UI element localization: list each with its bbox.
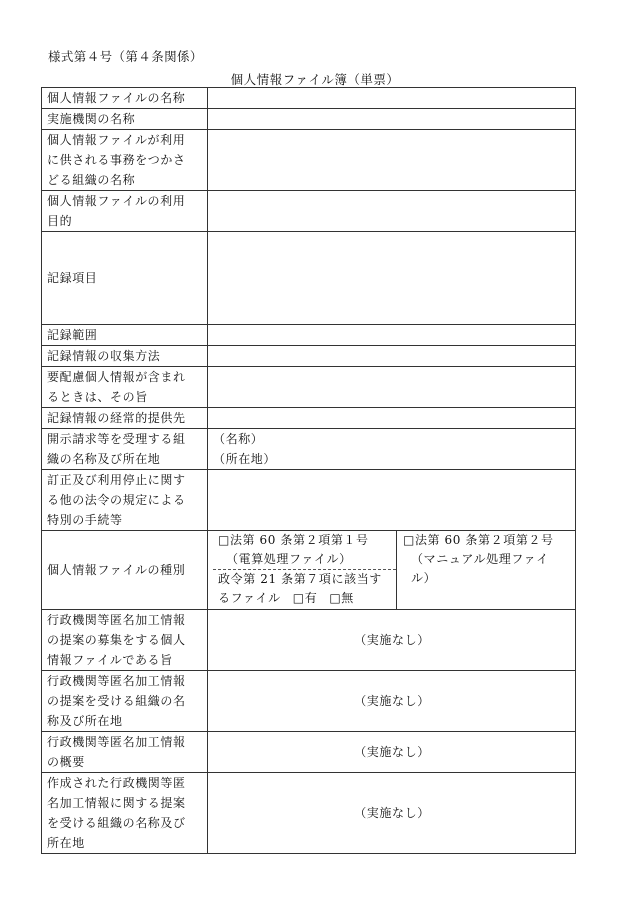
ordinance-label: 政令第 21 条第７項に該当す xyxy=(218,572,382,586)
row-special-procedures xyxy=(42,470,576,531)
label-file-type: 個人情報ファイルの種別 xyxy=(42,531,208,610)
row-anon-proposal xyxy=(42,610,576,671)
label-file-name: 個人情報ファイルの名称 xyxy=(42,88,208,109)
disclosure-name-field[interactable]: （名称） xyxy=(213,432,264,446)
row-anon-summary xyxy=(42,732,576,773)
label-managing-org: 個人情報ファイルが利用 に供される事務をつかさ どる組織の名称 xyxy=(42,130,208,191)
file-ledger-table xyxy=(41,87,576,854)
file-type-manual xyxy=(397,531,571,609)
row-file-type xyxy=(42,531,576,610)
row-regular-recipients xyxy=(42,408,576,429)
label-record-items: 記録項目 xyxy=(42,232,208,325)
disclosure-address-field[interactable]: （所在地） xyxy=(213,452,277,466)
label-regular-recipients: 記録情報の経常的提供先 xyxy=(42,408,208,429)
ordinance-yes-checkbox[interactable]: □有 xyxy=(292,591,318,605)
document-title: 個人情報ファイル簿（単票） xyxy=(230,72,400,87)
ordinance-label-cont: るファイル xyxy=(218,591,281,605)
label-created-anon: 作成された行政機関等匿 名加工情報に関する提案 を受ける組織の名称及び 所在地 xyxy=(42,773,208,854)
value-record-scope[interactable] xyxy=(208,325,576,346)
row-record-items xyxy=(42,232,576,325)
value-special-procedures[interactable] xyxy=(208,470,576,531)
file-type-grid xyxy=(213,531,571,609)
file-type-manual-label: （マニュアル処理ファイル） xyxy=(411,552,549,585)
label-anon-proposal: 行政機関等匿名加工情報 の提案の募集をする個人 情報ファイルである旨 xyxy=(42,610,208,671)
row-sensitive-info xyxy=(42,367,576,408)
row-disclosure-org xyxy=(42,429,576,470)
form-number: 様式第４号（第４条関係） xyxy=(48,49,203,64)
value-sensitive-info[interactable] xyxy=(208,367,576,408)
value-anon-summary: （実施なし） xyxy=(208,732,576,773)
row-managing-org xyxy=(42,130,576,191)
value-disclosure-org xyxy=(208,429,576,470)
value-regular-recipients[interactable] xyxy=(208,408,576,429)
label-purpose: 個人情報ファイルの利用 目的 xyxy=(42,191,208,232)
label-special-procedures: 訂正及び利用停止に関す る他の法令の規定による 特別の手続等 xyxy=(42,470,208,531)
row-record-scope xyxy=(42,325,576,346)
label-anon-receiver: 行政機関等匿名加工情報 の提案を受ける組織の名 称及び所在地 xyxy=(42,671,208,732)
value-file-name[interactable] xyxy=(208,88,576,109)
value-anon-proposal: （実施なし） xyxy=(208,610,576,671)
file-type-left xyxy=(213,531,397,609)
ordinance-no-checkbox[interactable]: □無 xyxy=(329,591,354,605)
file-type-manual-checkbox[interactable]: □法第 60 条第２項第２号 xyxy=(403,533,554,547)
value-file-type xyxy=(208,531,576,610)
label-agency-name: 実施機関の名称 xyxy=(42,109,208,130)
value-managing-org[interactable] xyxy=(208,130,576,191)
label-record-scope: 記録範囲 xyxy=(42,325,208,346)
label-disclosure-org: 開示請求等を受理する組 織の名称及び所在地 xyxy=(42,429,208,470)
row-anon-receiver xyxy=(42,671,576,732)
row-file-name xyxy=(42,88,576,109)
label-collection-method: 記録情報の収集方法 xyxy=(42,346,208,367)
file-type-electronic xyxy=(213,531,396,570)
row-purpose xyxy=(42,191,576,232)
row-created-anon xyxy=(42,773,576,854)
row-agency-name xyxy=(42,109,576,130)
value-purpose[interactable] xyxy=(208,191,576,232)
value-anon-receiver: （実施なし） xyxy=(208,671,576,732)
label-anon-summary: 行政機関等匿名加工情報 の概要 xyxy=(42,732,208,773)
value-collection-method[interactable] xyxy=(208,346,576,367)
file-type-electronic-checkbox[interactable]: □法第 60 条第２項第１号 xyxy=(218,533,369,547)
label-sensitive-info: 要配慮個人情報が含まれ るときは、その旨 xyxy=(42,367,208,408)
value-agency-name[interactable] xyxy=(208,109,576,130)
value-record-items[interactable] xyxy=(208,232,576,325)
ordinance-applicability xyxy=(213,570,396,609)
file-type-electronic-label: （電算処理ファイル） xyxy=(226,552,352,566)
row-collection-method xyxy=(42,346,576,367)
value-created-anon: （実施なし） xyxy=(208,773,576,854)
